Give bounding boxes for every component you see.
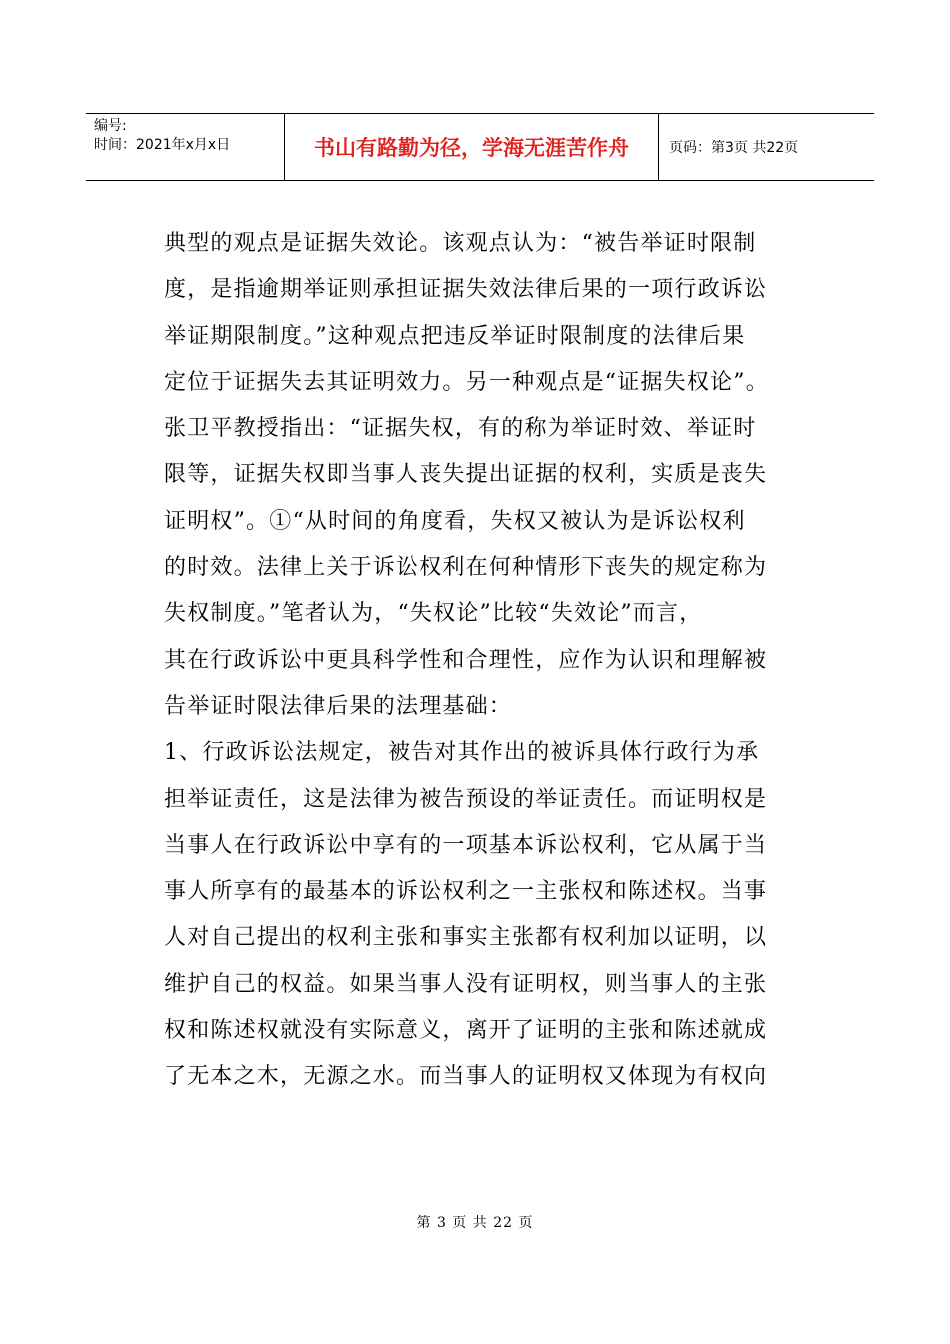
text-line: 人对自己提出的权利主张和事实主张都有权利加以证明，以 xyxy=(164,925,768,951)
text-line: 举证期限制度。”这种观点把违反举证时限制度的法律后果 xyxy=(164,323,746,349)
text-line: 担举证责任，这是法律为被告预设的举证责任。而证明权是 xyxy=(164,786,768,812)
header-motto: 书山有路勤为径，学海无涯苦作舟 xyxy=(285,114,659,180)
text-line: 证明权”。①“从时间的角度看，失权又被认为是诉讼权利 xyxy=(164,508,746,534)
page-header xyxy=(86,113,874,181)
text-line: 张卫平教授指出：“证据失权，有的称为举证时效、举证时 xyxy=(164,416,757,442)
document-body xyxy=(164,221,814,1101)
text-line: 其在行政诉讼中更具科学性和合理性，应作为认识和理解被 xyxy=(164,647,768,673)
text-line: 告举证时限法律后果的法理基础： xyxy=(164,693,513,719)
text-line: 的时效。法律上关于诉讼权利在何种情形下丧失的规定称为 xyxy=(164,555,768,581)
header-page-number: 页码：第3页 共22页 xyxy=(669,140,799,156)
text-line: 限等，证据失权即当事人丧失提出证据的权利，实质是丧失 xyxy=(164,462,768,488)
text-line: 1、行政诉讼法规定，被告对其作出的被诉具体行政行为承 xyxy=(164,740,760,766)
header-meta xyxy=(86,114,285,180)
text-line: 了无本之木，无源之水。而当事人的证明权又体现为有权向 xyxy=(164,1064,768,1090)
text-line: 事人所享有的最基本的诉讼权利之一主张权和陈述权。当事 xyxy=(164,879,768,905)
text-line: 定位于证据失去其证明效力。另一种观点是“证据失权论”。 xyxy=(164,369,769,395)
time-label: 时间：2021年x月x日 xyxy=(94,137,231,153)
text-line: 度，是指逾期举证则承担证据失效法律后果的一项行政诉讼 xyxy=(164,277,768,303)
number-label: 编号: xyxy=(94,118,127,134)
text-line: 权和陈述权就没有实际意义，离开了证明的主张和陈述就成 xyxy=(164,1018,768,1044)
text-line: 当事人在行政诉讼中享有的一项基本诉讼权利，它从属于当 xyxy=(164,832,768,858)
text-line: 典型的观点是证据失效论。该观点认为：“被告举证时限制 xyxy=(164,231,757,256)
text-line: 维护自己的权益。如果当事人没有证明权，则当事人的主张 xyxy=(164,971,768,997)
text-line: 失权制度。”笔者认为，“失权论”比较“失效论”而言， xyxy=(164,601,703,627)
page-footer: 第 3 页 共 22 页 xyxy=(416,1215,534,1231)
